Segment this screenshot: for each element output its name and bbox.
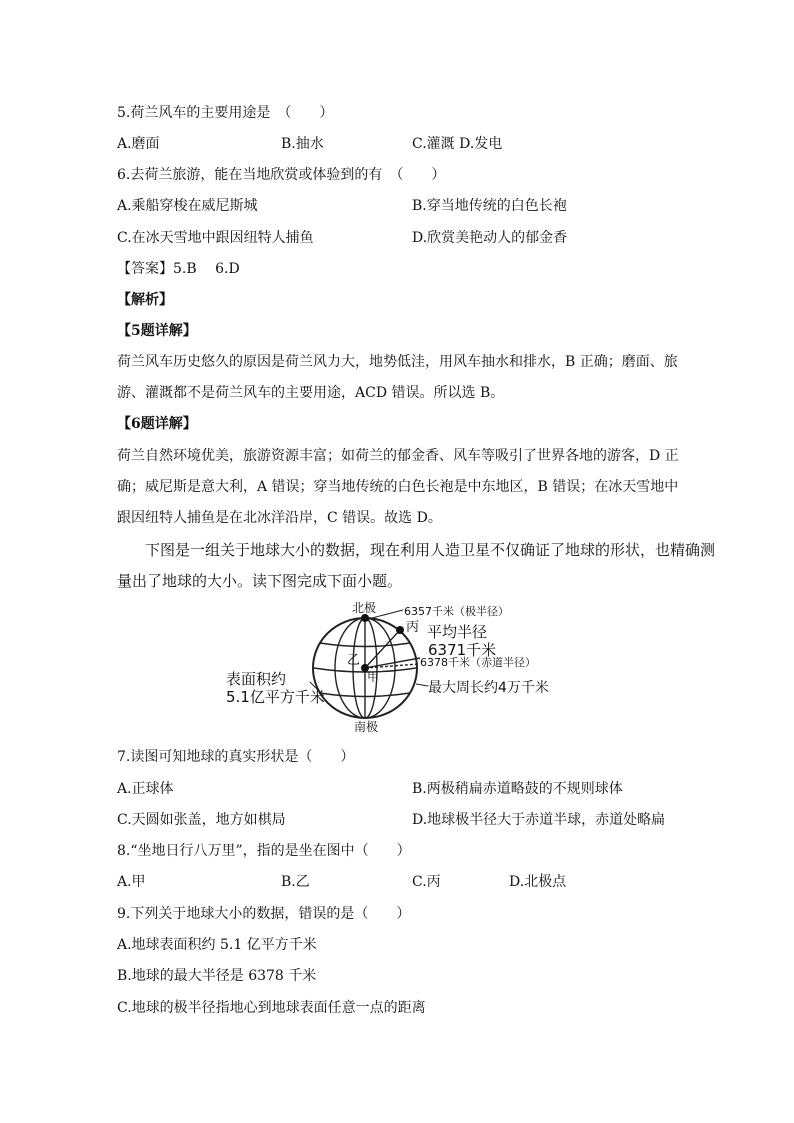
q7-option-c: C.天圆如张盖，地方如棋局 bbox=[117, 812, 286, 828]
q9-option-a: A.地球表面积约 5.1 亿平方千米 bbox=[117, 937, 317, 953]
q7-option-a: A.正球体 bbox=[117, 781, 174, 797]
q5-stem: 5.荷兰风车的主要用途是 （ ） bbox=[117, 105, 334, 121]
q5-detail-line2: 游、灌溉都不是荷兰风车的主要用途，ACD 错误。所以选 B。 bbox=[117, 385, 505, 401]
yi-label: 乙 bbox=[347, 653, 361, 668]
circumference-leader-line bbox=[416, 684, 428, 686]
q6-detail-heading: 【6题详解】 bbox=[117, 416, 197, 432]
q6-detail-line1: 荷兰自然环境优美，旅游资源丰富；如荷兰的郁金香、风车等吸引了世界各地的游客，D 正 bbox=[117, 448, 679, 464]
q5-option-a: A.磨面 bbox=[117, 136, 160, 152]
circumference-label: 最大周长约4万千米 bbox=[428, 680, 549, 696]
q8-option-c: C.丙 bbox=[412, 874, 441, 890]
north-pole-label: 北极 bbox=[352, 601, 377, 615]
jia-label: 甲 bbox=[367, 670, 380, 684]
q9-option-b: B.地球的最大半径是 6378 千米 bbox=[117, 968, 317, 984]
q7-stem: 7.读图可知地球的真实形状是（ ） bbox=[117, 749, 355, 765]
answer-line: 【答案】5.B 6.D bbox=[117, 261, 240, 277]
south-pole-label: 南极 bbox=[354, 720, 379, 734]
q5-detail-line1: 荷兰风车历史悠久的原因是荷兰风力大，地势低洼，用风车抽水和排水，B 正确；磨面、旅 bbox=[117, 354, 678, 370]
surface-area-label-2: 5.1亿平方千米 bbox=[226, 688, 325, 706]
q6-option-d: D.欣赏美艳动人的郁金香 bbox=[412, 230, 568, 246]
q5-detail-heading: 【5题详解】 bbox=[117, 323, 197, 339]
north-pole-point bbox=[361, 614, 369, 622]
q9-option-c: C.地球的极半径指地心到地球表面任意一点的距离 bbox=[117, 1000, 426, 1016]
q6-option-c: C.在冰天雪地中跟因纽特人捕鱼 bbox=[117, 230, 314, 246]
q6-option-b: B.穿当地传统的白色长袍 bbox=[412, 198, 567, 214]
q8-option-d: D.北极点 bbox=[509, 874, 567, 890]
q9-stem: 9.下列关于地球大小的数据，错误的是（ ） bbox=[117, 906, 411, 922]
q5-option-cd: C.灌溉 D.发电 bbox=[412, 136, 503, 152]
q8-option-b: B.乙 bbox=[281, 874, 310, 890]
q6-stem: 6.去荷兰旅游，能在当地欣赏或体验到的有 （ ） bbox=[117, 167, 446, 183]
polar-radius-label: 6357千米（极半径） bbox=[404, 605, 509, 618]
surface-area-label-1: 表面积约 bbox=[226, 670, 287, 688]
equatorial-radius-label: 6378千米（赤道半径） bbox=[420, 656, 536, 669]
q8-option-a: A.甲 bbox=[117, 874, 146, 890]
analysis-heading: 【解析】 bbox=[117, 292, 173, 308]
mean-radius-label-2: 6371千米 bbox=[428, 641, 497, 659]
q6-option-a: A.乘船穿梭在威尼斯城 bbox=[117, 198, 258, 214]
q6-detail-line3: 跟因纽特人捕鱼是在北冰洋沿岸，C 错误。故选 D。 bbox=[117, 510, 442, 526]
q7-option-b: B.两极稍扁赤道略鼓的不规则球体 bbox=[412, 781, 623, 797]
q8-stem: 8.“坐地日行八万里”，指的是坐在图中（ ） bbox=[117, 843, 411, 859]
bing-point bbox=[396, 626, 404, 634]
bing-label: 丙 bbox=[406, 620, 420, 635]
mean-radius-label-1: 平均半径 bbox=[427, 623, 488, 641]
q6-detail-line2: 确；威尼斯是意大利，A 错误；穿当地传统的白色长袍是中东地区，B 错误；在冰天雪地中 bbox=[117, 479, 679, 495]
earth-size-diagram bbox=[220, 600, 580, 740]
intro-line1: 下图是一组关于地球大小的数据，现在利用人造卫星不仅确证了地球的形状，也精确测 bbox=[145, 541, 716, 559]
intro-line2: 量出了地球的大小。读下图完成下面小题。 bbox=[117, 572, 403, 590]
q7-option-d: D.地球极半径大于赤道半球，赤道处略扁 bbox=[412, 812, 666, 828]
polar-leader-line bbox=[372, 610, 403, 618]
q5-option-b: B.抽水 bbox=[281, 136, 324, 152]
